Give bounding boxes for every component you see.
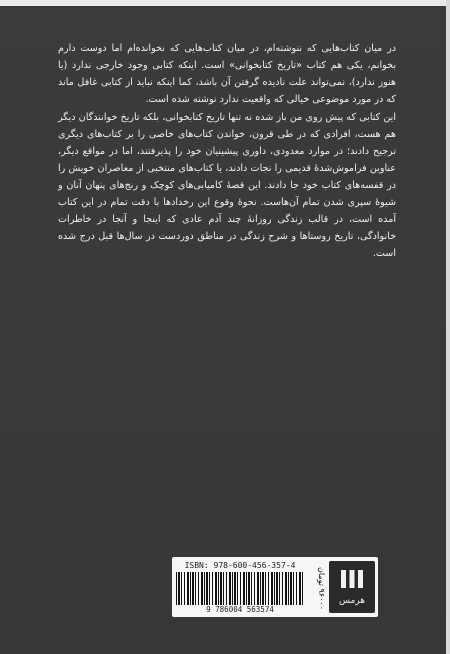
publisher-logo-icon (339, 567, 365, 591)
blurb-text (58, 40, 396, 262)
price-label: ۹۶۰۰۰ تومان (317, 566, 326, 610)
scan-edge-top (0, 0, 450, 6)
publisher-name: هرمس (338, 596, 365, 606)
blurb-paragraph-2: این کتابی که پیش روی من باز شده نه تنها تاریخ کتابخوانی، بلکه تاریخ خوانندگان دیگر هم هست، افرادی که در طی قرون، خواندن کتاب‌های خاصی را بر کتاب‌های دیگری ترجیح دادند؛ در موارد معدودی، داوری پیشینیان خود را پذیرفتند، اما در مواقع دیگر، عناوین فراموش‌شدهٔ قدیمی را نجات دادند، یا کتاب‌های منتخبی از معاصران خویش را در قفسه‌های کتاب خود جا دادند. این قصهٔ کامیابی‌های کوچک و رنج‌های پنهان آنان و شیوهٔ سپری شدن تمام آن‌هاست. نحوهٔ وقوع این رخدادها با دقت تمام در این کتاب آمده است، در قالب زندگی روزانهٔ چند آدم عادی که اینجا و آنجا در خاطرات خانوادگی، تاریخ روستاها و شرح زندگی در مناطق دوردست در سال‌ها قبل درج شده است. (58, 112, 396, 259)
isbn-text: ISBN: 978-600-456-357-4 (184, 561, 296, 570)
barcode-icon (176, 572, 304, 606)
barcode-digits: 9 786004 563574 (176, 605, 304, 615)
barcode-label (172, 557, 378, 617)
scan-edge-right (446, 0, 450, 654)
blurb-paragraph-1: در میان کتاب‌هایی که ننوشته‌ام، در میان کتاب‌هایی که نخوانده‌ام اما دوست دارم بخوانم، یکی هم کتاب «تاریخ کتابخوانی» است. اینکه کتابی وجود خارجی ندارد (یا هنوز ندارد)، نمی‌تواند علت نادیده گرفتن آن باشد، کما اینکه نباید از کتابی غافل ماند که در مورد موضوعی خیالی که واقعیت ندارد نوشته شده است. (58, 43, 396, 105)
publisher-badge (329, 561, 375, 613)
